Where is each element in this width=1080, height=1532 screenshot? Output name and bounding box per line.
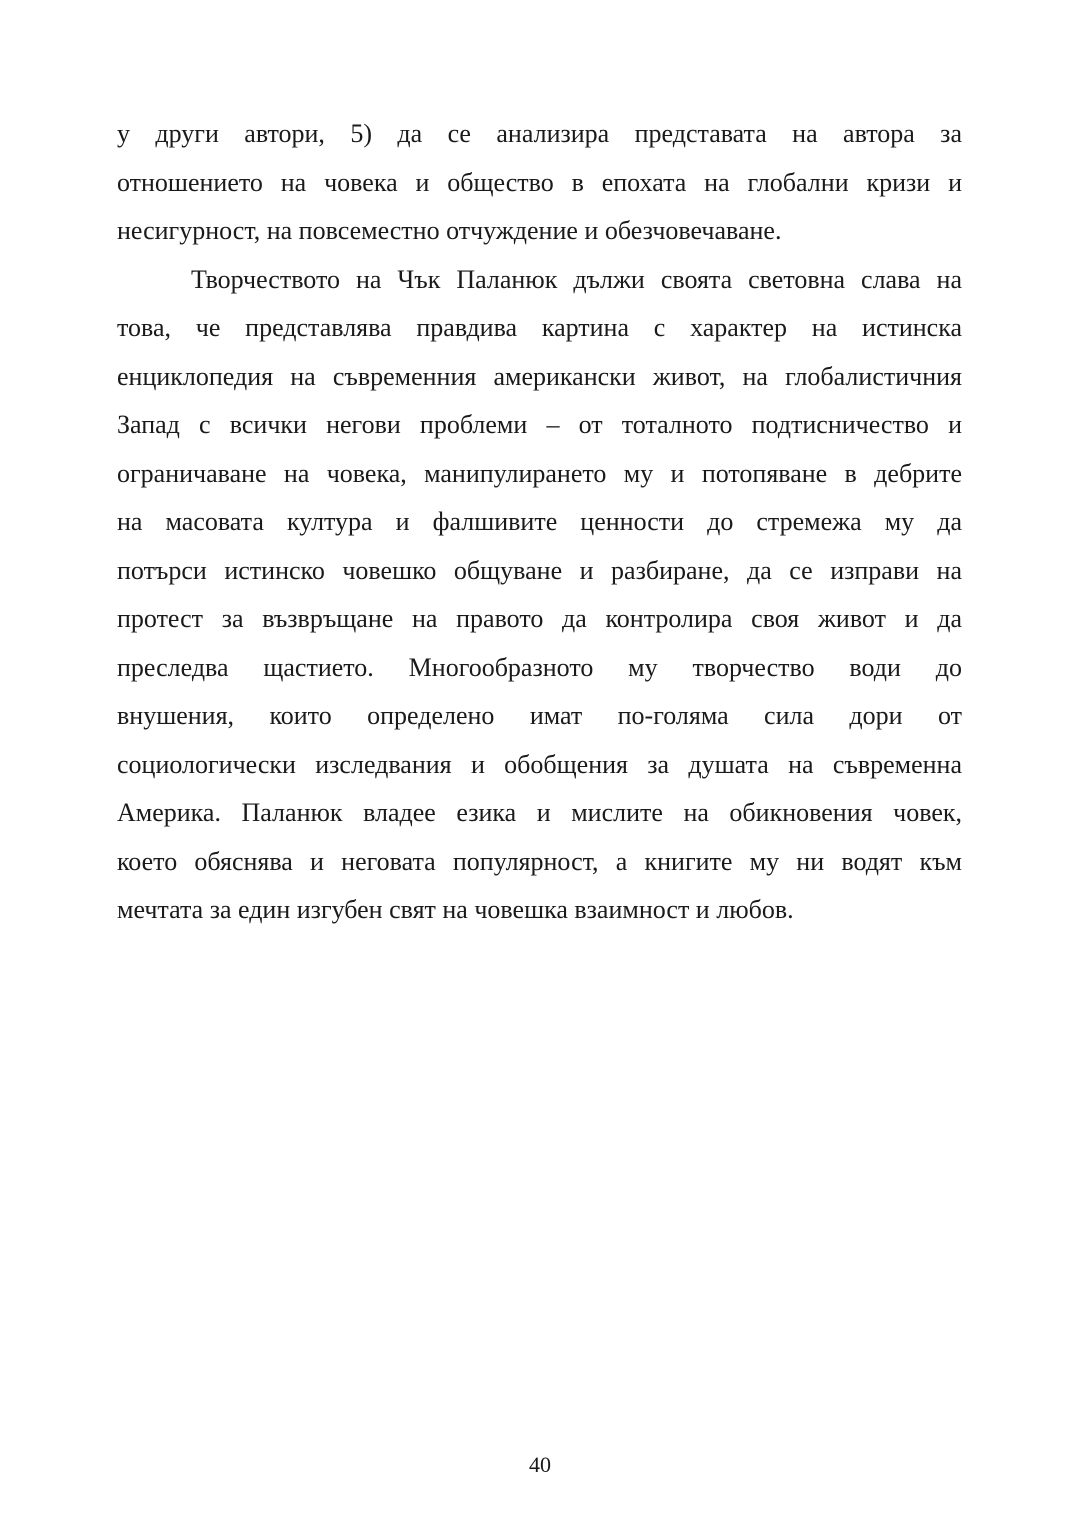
text-line: енциклопедия на съвременния американски живот, на глобалистичния: [117, 361, 962, 391]
paragraph-1: [117, 110, 962, 256]
text-line: у други автори, 5) да се анализира представата на автора за: [117, 119, 962, 148]
page-number: 40: [529, 1452, 551, 1477]
text-line: ограничаване на човека, манипулирането му и потопяване в дебрите: [117, 458, 962, 488]
text-line: отношението на човека и общество в епохата на глобални кризи и: [117, 167, 962, 197]
text-line: Америка. Паланюк владее езика и мислите на обикновения човек,: [117, 798, 962, 827]
text-line: което обяснява и неговата популярност, а книгите му ни водят към: [117, 846, 962, 876]
text-line: това, че представлява правдива картина с характер на истинска: [117, 313, 962, 342]
text-line: социологически изследвания и обобщения за душата на съвременна: [117, 749, 962, 779]
body-text: [117, 110, 962, 935]
text-line: мечтата за един изгубен свят на човешка взаимност и любов.: [117, 895, 794, 924]
text-line: протест за възвръщане на правото да контролира своя живот и да: [117, 604, 962, 633]
text-line: потърси истинско човешко общуване и разбиране, да се изправи на: [117, 555, 962, 585]
text-line: на масовата култура и фалшивите ценности до стремежа му да: [117, 507, 962, 536]
text-line: внушения, които определено имат по-голяма сила дори от: [117, 701, 962, 730]
paragraph-2: [117, 256, 962, 935]
text-line: преследва щастието. Многообразното му творчество води до: [117, 652, 962, 682]
text-line: несигурност, на повсеместно отчуждение и обезчовечаване.: [117, 216, 782, 245]
text-line: Творчеството на Чък Паланюк дължи своята световна слава на: [191, 264, 962, 294]
text-line: Запад с всички негови проблеми – от тоталното подтисничество и: [117, 410, 962, 439]
